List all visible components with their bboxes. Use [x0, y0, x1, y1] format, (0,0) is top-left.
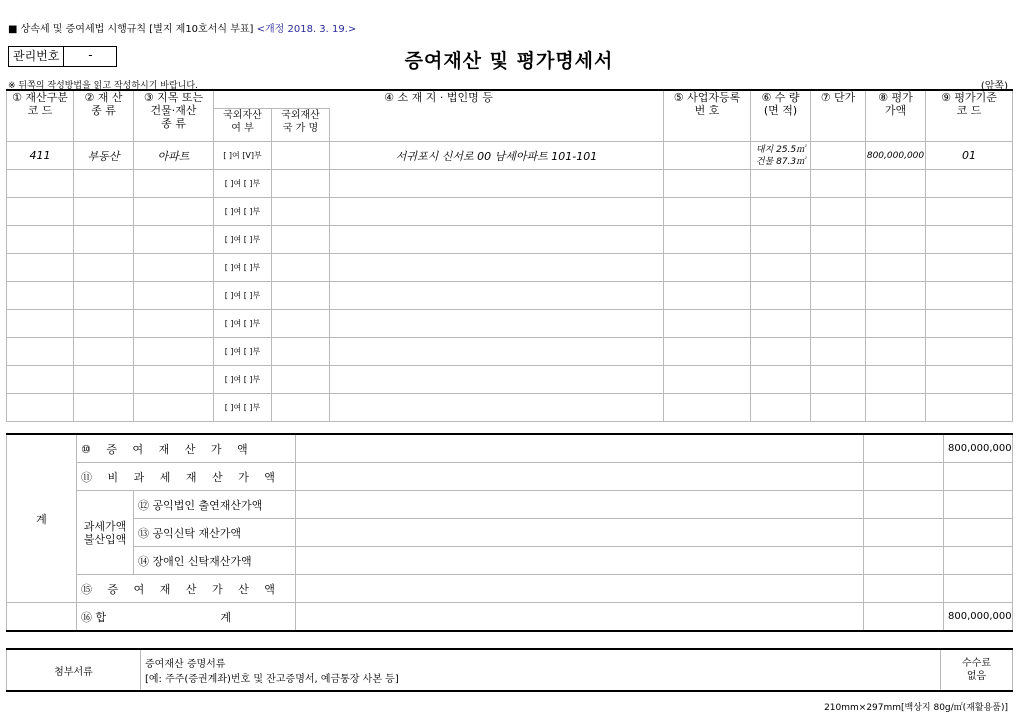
cell-address[interactable]: 서귀포시 신서로 00 남세아파트 101-101 [330, 142, 664, 170]
cell-foreign-check[interactable]: [ ]여 [ ]부 [214, 310, 272, 338]
table-row [7, 282, 1013, 310]
attachments-table [6, 648, 1013, 692]
quantity-land: 대지 25.5㎡ [755, 144, 806, 155]
cell-type[interactable]: 아파트 [134, 142, 214, 170]
header-appraised-value: ⑧ 평가 가액 [866, 90, 926, 142]
cell-foreign-check[interactable]: [ ]여 [ ]부 [214, 198, 272, 226]
gift-value-amount[interactable]: 800,000,000 [944, 434, 1013, 463]
table-row [7, 142, 1013, 170]
header-location: ④ 소 재 지 · 법인명 등 [214, 90, 664, 109]
cell-foreign-check[interactable]: [ ]여 [ ]부 [214, 254, 272, 282]
header-asset-type: ③ 지목 또는 건물·재산 종 류 [134, 90, 214, 142]
cell-foreign-check[interactable]: [ ]여 [ ]부 [214, 338, 272, 366]
public-corp-label: ⑫ 공익법인 출연재산가액 [134, 491, 296, 519]
cell-kind[interactable]: 부동산 [74, 142, 134, 170]
header-unit-price: ⑦ 단가 [811, 90, 866, 142]
quantity-building: 건물 87.3㎡ [755, 156, 806, 167]
table-row [7, 226, 1013, 254]
excluded-group-label: 과세가액 불산입액 [77, 491, 134, 575]
management-number-label: 관리번호 [9, 47, 64, 66]
public-trust-label: ⑬ 공익신탁 재산가액 [134, 519, 296, 547]
nontaxable-label: ⑪ 비 과 세 재 산 가 액 [77, 463, 296, 491]
cell-basis[interactable]: 01 [926, 142, 1013, 170]
disabled-trust-label: ⑭ 장애인 신탁재산가액 [134, 547, 296, 575]
law-reference [8, 20, 356, 35]
cell-foreign-check[interactable]: [ ]여 [ ]부 [214, 394, 272, 422]
summary-table [6, 433, 1013, 632]
header-quantity: ⑥ 수 량 (면 적) [751, 90, 811, 142]
paper-spec: 210mm×297mm[백상지 80g/㎡(재활용품)] [824, 703, 1008, 713]
header-business-number: ⑤ 사업자등록 번 호 [664, 90, 751, 142]
cell-business-number[interactable] [664, 142, 751, 170]
cell-code[interactable]: 411 [7, 142, 74, 170]
cell-foreign-check[interactable]: [ ]여 [ ]부 [214, 366, 272, 394]
form-title: 증여재산 및 평가명세서 [404, 50, 614, 72]
header-asset-kind: ② 재 산 종 류 [74, 90, 134, 142]
cell-foreign-check[interactable]: [ ]여 [ ]부 [214, 170, 272, 198]
table-row [7, 366, 1013, 394]
property-table [6, 89, 1013, 422]
table-row [7, 338, 1013, 366]
cell-country[interactable] [272, 142, 330, 170]
gift-addition-label: ⑮ 증 여 재 산 가 산 액 [77, 575, 296, 603]
header-asset-code: ① 재산구분 코 드 [7, 90, 74, 142]
instruction-note: ※ 뒤쪽의 작성방법을 읽고 작성하시기 바랍니다. [8, 81, 198, 91]
gift-value-label: ⑩ 증 여 재 산 가 액 [77, 434, 296, 463]
attachments-desc [141, 649, 941, 691]
header-foreign-country: 국외재산 국 가 명 [272, 109, 330, 142]
grand-total-label: ⑯ 합 계 [77, 603, 296, 632]
header-appraisal-basis: ⑨ 평가기준 코 드 [926, 90, 1013, 142]
revision-date: <개정 2018. 3. 19.> [256, 24, 357, 35]
law-line: ■ 상속세 및 증여세법 시행규칙 [별지 제10호서식 부표] [8, 24, 254, 35]
table-row [7, 254, 1013, 282]
table-row [7, 198, 1013, 226]
total-label: 계 [7, 434, 77, 603]
attachments-line-1: 증여재산 증명서류 [145, 659, 226, 670]
cell-foreign-check[interactable]: [ ]여 [ ]부 [214, 282, 272, 310]
table-row [7, 170, 1013, 198]
management-number-value[interactable]: - [88, 48, 93, 62]
page-side: (앞쪽) [980, 81, 1008, 92]
cell-value[interactable]: 800,000,000 [866, 142, 926, 170]
header-foreign-asset: 국외자산 여 부 [214, 109, 272, 142]
table-row [7, 394, 1013, 422]
attachments-label: 첨부서류 [7, 649, 141, 691]
cell-foreign-check[interactable]: [ ]여 [ ]부 [214, 226, 272, 254]
cell-foreign-check[interactable]: [ ]여 [V]부 [214, 142, 272, 170]
fee-note: 수수료 없음 [941, 649, 1013, 691]
cell-unit-price[interactable] [811, 142, 866, 170]
table-row [7, 310, 1013, 338]
grand-total-amount[interactable]: 800,000,000 [944, 603, 1013, 632]
attachments-line-2: [예: 주주(증권계좌)번호 및 잔고증명서, 예금통장 사본 등] [145, 674, 399, 685]
cell-quantity[interactable] [751, 142, 811, 170]
